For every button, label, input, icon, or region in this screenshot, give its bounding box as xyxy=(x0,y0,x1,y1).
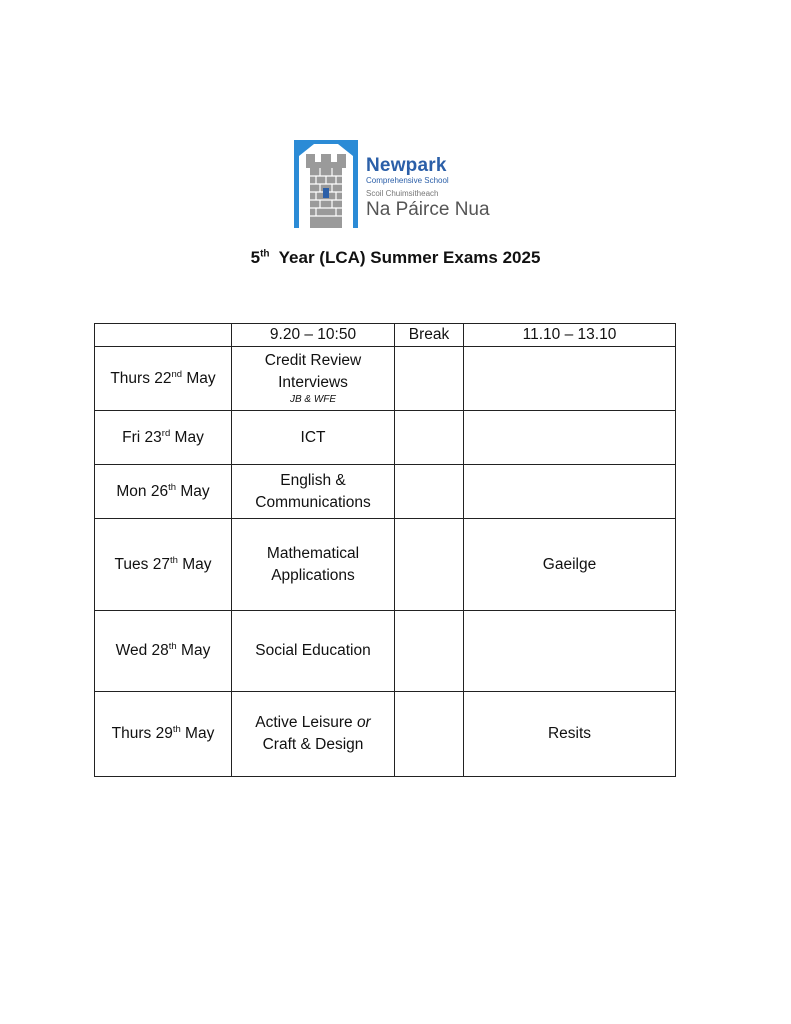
break-cell xyxy=(395,692,464,777)
table-row xyxy=(95,692,676,777)
afternoon-exam-cell xyxy=(464,411,676,465)
break-cell xyxy=(395,465,464,519)
break-cell xyxy=(395,411,464,465)
school-logo xyxy=(294,136,496,231)
day-cell: Thurs 29th May xyxy=(95,692,232,777)
afternoon-exam-cell xyxy=(464,465,676,519)
day-cell: Mon 26th May xyxy=(95,465,232,519)
logo-school-name: Newpark xyxy=(366,155,447,176)
table-row xyxy=(95,347,676,411)
break-cell xyxy=(395,519,464,611)
header-cell-afternoon: 11.10 – 13.10 xyxy=(464,324,676,347)
day-cell: Tues 27th May xyxy=(95,519,232,611)
title-ordinal: th xyxy=(260,248,270,260)
morning-exam-cell: English & Communications xyxy=(232,465,395,519)
morning-exam-cell: Mathematical Applications xyxy=(232,519,395,611)
morning-exam-cell: Active Leisure or Craft & Design xyxy=(232,692,395,777)
exam-timetable xyxy=(94,323,676,777)
day-cell: Wed 28th May xyxy=(95,611,232,692)
logo-irish-type: Scoil Chuimsitheach xyxy=(366,189,439,198)
table-row xyxy=(95,465,676,519)
title-text: Year (LCA) Summer Exams 2025 xyxy=(269,248,541,267)
header-cell-morning: 9.20 – 10:50 xyxy=(232,324,395,347)
day-cell: Fri 23rd May xyxy=(95,411,232,465)
table-row xyxy=(95,519,676,611)
day-cell: Thurs 22nd May xyxy=(95,347,232,411)
castle-tower-logo-icon xyxy=(294,140,358,228)
morning-exam-cell: ICT xyxy=(232,411,395,465)
break-cell xyxy=(395,347,464,411)
table-row xyxy=(95,611,676,692)
morning-exam-cell: Credit Review Interviews JB & WFE xyxy=(232,347,395,411)
exam-note: JB & WFE xyxy=(289,393,337,405)
break-cell xyxy=(395,611,464,692)
table-row xyxy=(95,411,676,465)
afternoon-exam-cell: Gaeilge xyxy=(464,519,676,611)
title-number: 5 xyxy=(250,248,261,267)
morning-exam-cell: Social Education xyxy=(232,611,395,692)
afternoon-exam-cell: Resits xyxy=(464,692,676,777)
logo-irish-name: Na Páirce Nua xyxy=(366,199,490,220)
afternoon-exam-cell xyxy=(464,611,676,692)
logo-text xyxy=(366,156,496,221)
afternoon-exam-cell xyxy=(464,347,676,411)
logo-school-type: Comprehensive School xyxy=(366,176,449,185)
page-title xyxy=(0,248,791,268)
header-cell-break: Break xyxy=(395,324,464,347)
header-cell-day xyxy=(95,324,232,347)
table-header-row xyxy=(95,324,676,347)
